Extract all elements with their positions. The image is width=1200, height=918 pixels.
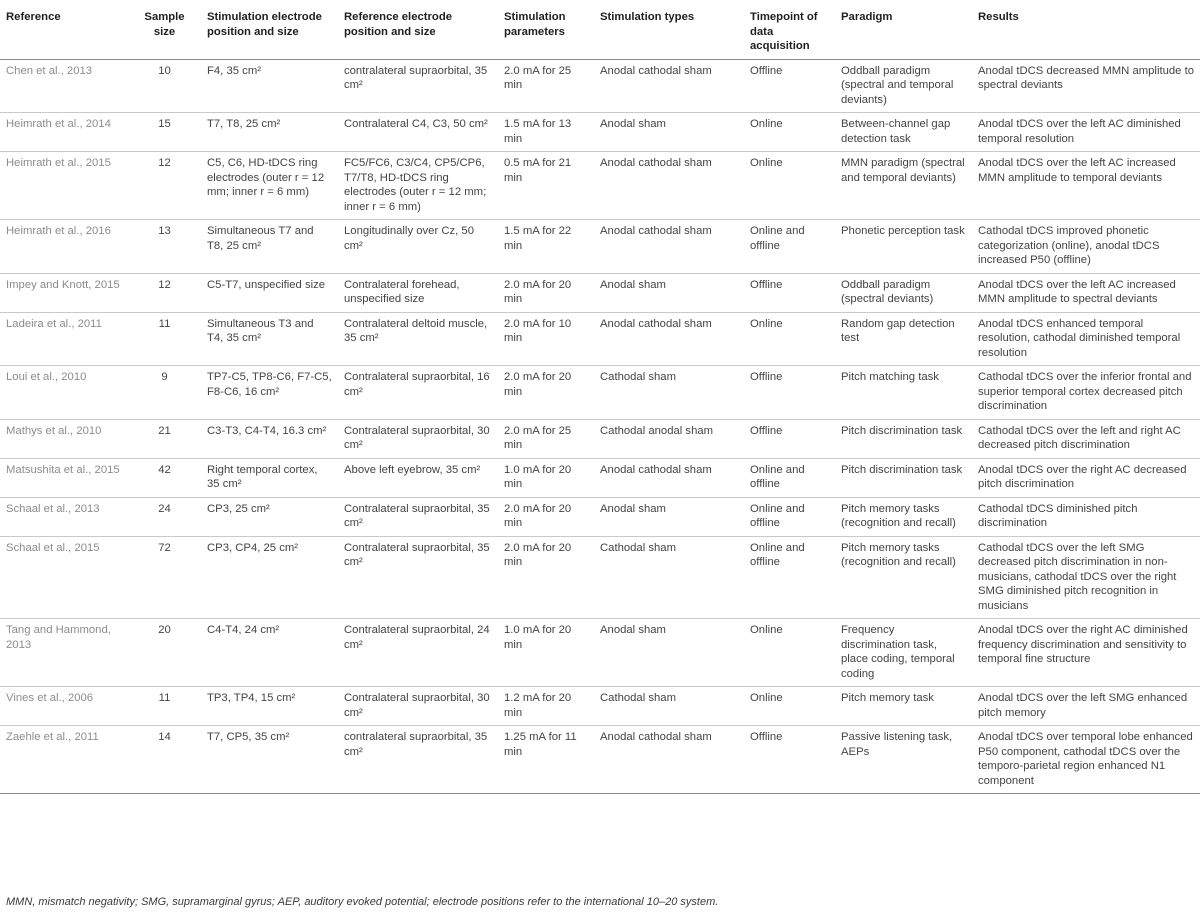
- header-stim-electrode: Stimulation electrode position and size: [201, 6, 338, 59]
- results-cell: Cathodal tDCS diminished pitch discrimination: [972, 497, 1200, 536]
- table-row: [0, 458, 1200, 497]
- ref-electrode-cell: Contralateral supraorbital, 24 cm²: [338, 619, 498, 687]
- stim-types-cell: Anodal cathodal sham: [594, 312, 744, 366]
- stim-parameters-cell: 2.0 mA for 20 min: [498, 497, 594, 536]
- ref-electrode-cell: Contralateral supraorbital, 30 cm²: [338, 687, 498, 726]
- results-cell: Cathodal tDCS over the left and right AC decreased pitch discrimination: [972, 419, 1200, 458]
- table-row: [0, 497, 1200, 536]
- paradigm-cell: Pitch memory tasks (recognition and recall): [835, 497, 972, 536]
- timepoint-cell: Online: [744, 152, 835, 220]
- paradigm-cell: Pitch discrimination task: [835, 458, 972, 497]
- stim-types-cell: Cathodal anodal sham: [594, 419, 744, 458]
- timepoint-cell: Offline: [744, 726, 835, 794]
- paradigm-cell: Random gap detection test: [835, 312, 972, 366]
- ref-electrode-cell: FC5/FC6, C3/C4, CP5/CP6, T7/T8, HD-tDCS ring electrodes (outer r = 12 mm; inner r = 6 mm): [338, 152, 498, 220]
- results-cell: Anodal tDCS over temporal lobe enhanced P50 component, cathodal tDCS over the temporo-parietal region enhanced N1 component: [972, 726, 1200, 794]
- table-footnote: MMN, mismatch negativity; SMG, supramarginal gyrus; AEP, auditory evoked potential; electrode positions refer to the international 10–20 system.: [6, 896, 719, 908]
- table-row: [0, 152, 1200, 220]
- sample-size-cell: 12: [128, 273, 201, 312]
- sample-size-cell: 15: [128, 113, 201, 152]
- header-results: Results: [972, 6, 1200, 59]
- sample-size-cell: 9: [128, 366, 201, 420]
- results-cell: Cathodal tDCS improved phonetic categorization (online), anodal tDCS increased P50 (offline): [972, 220, 1200, 274]
- header-reference: Reference: [0, 6, 128, 59]
- table-row: [0, 619, 1200, 687]
- ref-electrode-cell: Contralateral forehead, unspecified size: [338, 273, 498, 312]
- sample-size-cell: 11: [128, 687, 201, 726]
- reference-cell: Schaal et al., 2013: [0, 497, 128, 536]
- stim-parameters-cell: 1.5 mA for 22 min: [498, 220, 594, 274]
- stim-electrode-cell: T7, CP5, 35 cm²: [201, 726, 338, 794]
- stim-types-cell: Anodal cathodal sham: [594, 726, 744, 794]
- stim-types-cell: Anodal cathodal sham: [594, 152, 744, 220]
- stim-electrode-cell: CP3, 25 cm²: [201, 497, 338, 536]
- stim-types-cell: Anodal sham: [594, 273, 744, 312]
- table-row: [0, 312, 1200, 366]
- reference-cell: Impey and Knott, 2015: [0, 273, 128, 312]
- timepoint-cell: Online: [744, 113, 835, 152]
- results-cell: Anodal tDCS decreased MMN amplitude to spectral deviants: [972, 59, 1200, 113]
- results-cell: Anodal tDCS over the left AC increased MMN amplitude to spectral deviants: [972, 273, 1200, 312]
- timepoint-cell: Online and offline: [744, 536, 835, 619]
- header-paradigm: Paradigm: [835, 6, 972, 59]
- reference-cell: Heimrath et al., 2016: [0, 220, 128, 274]
- ref-electrode-cell: Longitudinally over Cz, 50 cm²: [338, 220, 498, 274]
- stim-types-cell: Anodal sham: [594, 619, 744, 687]
- results-cell: Anodal tDCS enhanced temporal resolution, cathodal diminished temporal resolution: [972, 312, 1200, 366]
- stim-types-cell: Cathodal sham: [594, 366, 744, 420]
- stim-electrode-cell: C4-T4, 24 cm²: [201, 619, 338, 687]
- results-cell: Anodal tDCS over the left AC diminished temporal resolution: [972, 113, 1200, 152]
- stim-electrode-cell: TP3, TP4, 15 cm²: [201, 687, 338, 726]
- ref-electrode-cell: Above left eyebrow, 35 cm²: [338, 458, 498, 497]
- paradigm-cell: Between-channel gap detection task: [835, 113, 972, 152]
- stim-types-cell: Anodal cathodal sham: [594, 458, 744, 497]
- sample-size-cell: 12: [128, 152, 201, 220]
- stim-electrode-cell: Right temporal cortex, 35 cm²: [201, 458, 338, 497]
- sample-size-cell: 13: [128, 220, 201, 274]
- stim-parameters-cell: 2.0 mA for 25 min: [498, 419, 594, 458]
- stim-parameters-cell: 2.0 mA for 25 min: [498, 59, 594, 113]
- table-row: [0, 220, 1200, 274]
- paradigm-cell: Pitch memory task: [835, 687, 972, 726]
- paradigm-cell: Pitch matching task: [835, 366, 972, 420]
- paradigm-cell: Frequency discrimination task, place coding, temporal coding: [835, 619, 972, 687]
- table-row: [0, 726, 1200, 794]
- reference-cell: Chen et al., 2013: [0, 59, 128, 113]
- results-cell: Anodal tDCS over the left SMG enhanced pitch memory: [972, 687, 1200, 726]
- table-row: [0, 536, 1200, 619]
- stim-types-cell: Cathodal sham: [594, 536, 744, 619]
- paradigm-cell: Phonetic perception task: [835, 220, 972, 274]
- studies-table: [0, 6, 1200, 794]
- ref-electrode-cell: Contralateral supraorbital, 30 cm²: [338, 419, 498, 458]
- ref-electrode-cell: Contralateral supraorbital, 35 cm²: [338, 536, 498, 619]
- header-stim-types: Stimulation types: [594, 6, 744, 59]
- sample-size-cell: 20: [128, 619, 201, 687]
- stim-electrode-cell: Simultaneous T7 and T8, 25 cm²: [201, 220, 338, 274]
- ref-electrode-cell: Contralateral C4, C3, 50 cm²: [338, 113, 498, 152]
- sample-size-cell: 42: [128, 458, 201, 497]
- sample-size-cell: 14: [128, 726, 201, 794]
- sample-size-cell: 24: [128, 497, 201, 536]
- ref-electrode-cell: contralateral supraorbital, 35 cm²: [338, 59, 498, 113]
- stim-electrode-cell: F4, 35 cm²: [201, 59, 338, 113]
- paradigm-cell: Pitch discrimination task: [835, 419, 972, 458]
- timepoint-cell: Online and offline: [744, 458, 835, 497]
- results-cell: Anodal tDCS over the right AC diminished frequency discrimination and sensitivity to temporal fine structure: [972, 619, 1200, 687]
- paradigm-cell: Oddball paradigm (spectral and temporal deviants): [835, 59, 972, 113]
- reference-cell: Heimrath et al., 2015: [0, 152, 128, 220]
- ref-electrode-cell: Contralateral deltoid muscle, 35 cm²: [338, 312, 498, 366]
- reference-cell: Schaal et al., 2015: [0, 536, 128, 619]
- header-ref-electrode: Reference electrode position and size: [338, 6, 498, 59]
- stim-parameters-cell: 1.2 mA for 20 min: [498, 687, 594, 726]
- stim-electrode-cell: C3-T3, C4-T4, 16.3 cm²: [201, 419, 338, 458]
- reference-cell: Tang and Hammond, 2013: [0, 619, 128, 687]
- stim-types-cell: Anodal cathodal sham: [594, 59, 744, 113]
- sample-size-cell: 21: [128, 419, 201, 458]
- header-stim-parameters: Stimulation parameters: [498, 6, 594, 59]
- timepoint-cell: Online: [744, 619, 835, 687]
- stim-parameters-cell: 1.5 mA for 13 min: [498, 113, 594, 152]
- results-cell: Cathodal tDCS over the left SMG decreased pitch discrimination in non-musicians, cathodal tDCS over the right SMG diminished pitch recognition in musicians: [972, 536, 1200, 619]
- results-cell: Anodal tDCS over the right AC decreased pitch discrimination: [972, 458, 1200, 497]
- stim-electrode-cell: C5, C6, HD-tDCS ring electrodes (outer r = 12 mm; inner r = 6 mm): [201, 152, 338, 220]
- header-sample-size: Sample size: [128, 6, 201, 59]
- paradigm-cell: Passive listening task, AEPs: [835, 726, 972, 794]
- table-row: [0, 273, 1200, 312]
- paradigm-cell: Oddball paradigm (spectral deviants): [835, 273, 972, 312]
- stim-types-cell: Cathodal sham: [594, 687, 744, 726]
- stim-electrode-cell: T7, T8, 25 cm²: [201, 113, 338, 152]
- results-cell: Anodal tDCS over the left AC increased MMN amplitude to temporal deviants: [972, 152, 1200, 220]
- reference-cell: Heimrath et al., 2014: [0, 113, 128, 152]
- stim-types-cell: Anodal sham: [594, 113, 744, 152]
- timepoint-cell: Online: [744, 312, 835, 366]
- stim-parameters-cell: 0.5 mA for 21 min: [498, 152, 594, 220]
- paradigm-cell: Pitch memory tasks (recognition and recall): [835, 536, 972, 619]
- stim-parameters-cell: 2.0 mA for 20 min: [498, 536, 594, 619]
- stim-electrode-cell: TP7-C5, TP8-C6, F7-C5, F8-C6, 16 cm²: [201, 366, 338, 420]
- header-row: [0, 6, 1200, 59]
- table-row: [0, 366, 1200, 420]
- timepoint-cell: Online and offline: [744, 220, 835, 274]
- table-row: [0, 113, 1200, 152]
- stim-electrode-cell: C5-T7, unspecified size: [201, 273, 338, 312]
- reference-cell: Ladeira et al., 2011: [0, 312, 128, 366]
- reference-cell: Loui et al., 2010: [0, 366, 128, 420]
- stim-parameters-cell: 2.0 mA for 20 min: [498, 273, 594, 312]
- table-row: [0, 419, 1200, 458]
- sample-size-cell: 10: [128, 59, 201, 113]
- ref-electrode-cell: contralateral supraorbital, 35 cm²: [338, 726, 498, 794]
- reference-cell: Mathys et al., 2010: [0, 419, 128, 458]
- stim-types-cell: Anodal sham: [594, 497, 744, 536]
- ref-electrode-cell: Contralateral supraorbital, 16 cm²: [338, 366, 498, 420]
- reference-cell: Vines et al., 2006: [0, 687, 128, 726]
- timepoint-cell: Online: [744, 687, 835, 726]
- stim-parameters-cell: 2.0 mA for 10 min: [498, 312, 594, 366]
- table-row: [0, 687, 1200, 726]
- stim-types-cell: Anodal cathodal sham: [594, 220, 744, 274]
- timepoint-cell: Offline: [744, 419, 835, 458]
- timepoint-cell: Offline: [744, 366, 835, 420]
- timepoint-cell: Online and offline: [744, 497, 835, 536]
- table-body: [0, 59, 1200, 794]
- reference-cell: Zaehle et al., 2011: [0, 726, 128, 794]
- results-cell: Cathodal tDCS over the inferior frontal and superior temporal cortex decreased pitch discrimination: [972, 366, 1200, 420]
- timepoint-cell: Offline: [744, 273, 835, 312]
- ref-electrode-cell: Contralateral supraorbital, 35 cm²: [338, 497, 498, 536]
- timepoint-cell: Offline: [744, 59, 835, 113]
- stim-parameters-cell: 1.25 mA for 11 min: [498, 726, 594, 794]
- header-timepoint: Timepoint of data acquisition: [744, 6, 835, 59]
- stim-parameters-cell: 1.0 mA for 20 min: [498, 458, 594, 497]
- sample-size-cell: 11: [128, 312, 201, 366]
- reference-cell: Matsushita et al., 2015: [0, 458, 128, 497]
- sample-size-cell: 72: [128, 536, 201, 619]
- stim-electrode-cell: Simultaneous T3 and T4, 35 cm²: [201, 312, 338, 366]
- stim-parameters-cell: 1.0 mA for 20 min: [498, 619, 594, 687]
- stim-electrode-cell: CP3, CP4, 25 cm²: [201, 536, 338, 619]
- table-row: [0, 59, 1200, 113]
- stim-parameters-cell: 2.0 mA for 20 min: [498, 366, 594, 420]
- paradigm-cell: MMN paradigm (spectral and temporal deviants): [835, 152, 972, 220]
